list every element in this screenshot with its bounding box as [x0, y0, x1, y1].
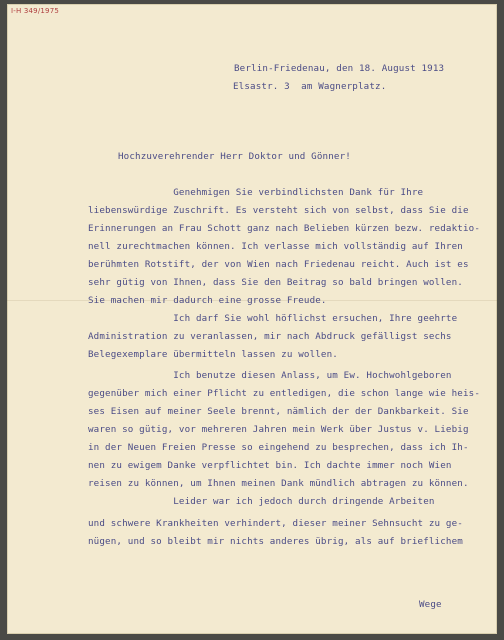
body-line: in der Neuen Freien Presse so eingehend zu besprechen, dass ich Ih-	[88, 442, 469, 453]
letter-salutation: Hochzuverehrender Herr Doktor und Gönner!	[118, 151, 351, 162]
body-line: Belegexemplare übermitteln lassen zu wollen.	[88, 349, 338, 360]
body-line: berühmten Rotstift, der von Wien nach Friedenau reicht. Auch ist es	[88, 259, 469, 270]
catchword: Wege	[419, 599, 442, 610]
body-line: waren so gütig, vor mehreren Jahren mein Werk über Justus v. Liebig	[88, 424, 469, 435]
body-line: Ich darf Sie wohl höflichst ersuchen, Ihre geehrte	[88, 313, 458, 324]
body-line: nell zurechtmachen können. Ich verlasse mich vollständig auf Ihren	[88, 241, 463, 252]
letter-address: Elsastr. 3 am Wagnerplatz.	[233, 81, 387, 92]
body-line: nen zu ewigem Danke verpflichtet bin. Ich dachte immer noch Wien	[88, 460, 452, 471]
archive-mark: I-H 349/1975	[11, 7, 60, 15]
body-line: Administration zu veranlassen, mir nach Abdruck gefälligst sechs	[88, 331, 452, 342]
body-line: Ich benutze diesen Anlass, um Ew. Hochwohlgeboren	[88, 370, 452, 381]
body-line: Leider war ich jedoch durch dringende Arbeiten	[88, 496, 435, 507]
body-line: sehr gütig von Ihnen, dass Sie den Beitrag so bald bringen wollen.	[88, 277, 463, 288]
letter-page	[7, 4, 497, 634]
letter-place-date: Berlin-Friedenau, den 18. August 1913	[234, 63, 445, 74]
body-line: reisen zu können, um Ihnen meinen Dank mündlich abtragen zu können.	[88, 478, 469, 489]
body-line: und schwere Krankheiten verhindert, dieser meiner Sehnsucht zu ge-	[88, 518, 463, 529]
body-line: gegenüber mich einer Pflicht zu entledigen, die schon lange wie heis-	[88, 388, 481, 399]
body-line: Genehmigen Sie verbindlichsten Dank für Ihre	[88, 187, 424, 198]
body-line: ses Eisen auf meiner Seele brennt, nämlich der der Dankbarkeit. Sie	[88, 406, 469, 417]
body-line: liebenswürdige Zuschrift. Es versteht sich von selbst, dass Sie die	[88, 205, 469, 216]
body-line: Sie machen mir dadurch eine grosse Freude.	[88, 295, 327, 306]
body-line: nügen, und so bleibt mir nichts anderes übrig, als auf brieflichem	[88, 536, 463, 547]
body-line: Erinnerungen an Frau Schott ganz nach Belieben kürzen bezw. redaktio-	[88, 223, 481, 234]
